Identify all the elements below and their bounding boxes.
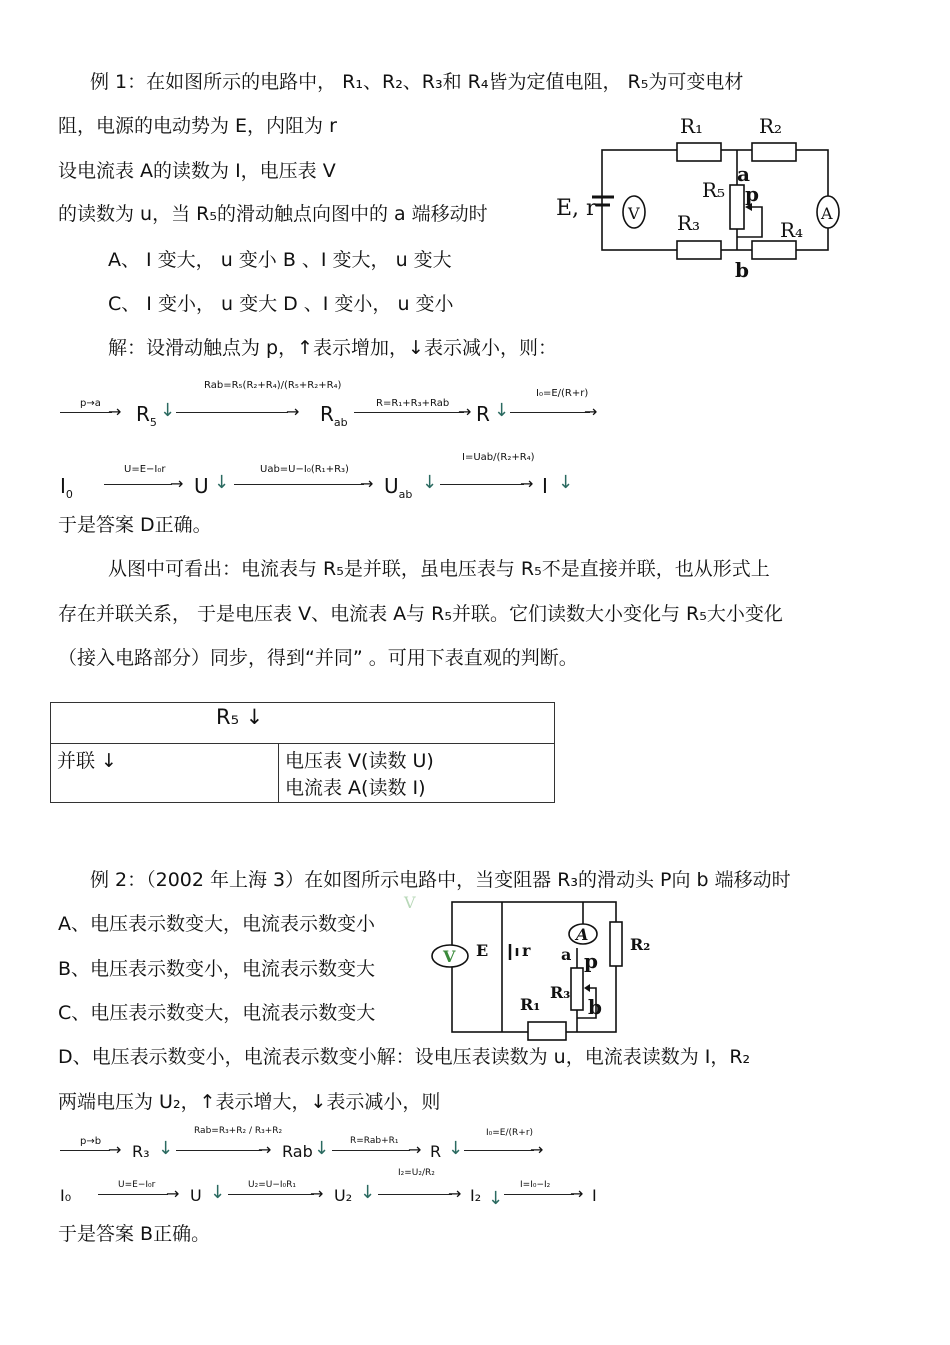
down-arrow: ↓ — [210, 1182, 226, 1203]
table-right-line2: 电流表 A(读数 I) — [285, 777, 426, 799]
c1-voltmeter-label: V — [628, 204, 640, 223]
ex1-line4: 的读数为 u，当 R₅的滑动触点向图中的 a 端移动时 — [58, 203, 488, 225]
table-right-line1: 电压表 V(读数 U) — [285, 750, 434, 772]
chain1-uab: $U_{ab}$ — [384, 474, 413, 501]
chain2-label-b: Rab=R₃+R₂ / R₃+R₂ — [194, 1126, 283, 1136]
down-arrow: ↓ — [494, 400, 510, 421]
chain2-label-g: I₂=U₂/R₂ — [398, 1168, 435, 1178]
c2-pp-label: p — [584, 949, 598, 973]
c1-ammeter-label: A — [821, 204, 833, 223]
ex2-line2: 两端电压为 U₂，↑表示增大，↓表示减小，则 — [58, 1091, 441, 1113]
chain2-r3: R₃ — [132, 1142, 150, 1161]
c1-pp-label: p — [745, 182, 759, 206]
derivation-chain-2b: I₀ U=E−I₀r → U ↓ U₂=U−I₀R₁ → U₂ ↓ I₂=U₂/R₂ → I₂ ↓ I=I₀−I₂ → I — [60, 1168, 597, 1209]
table-header: R₅ ↓ — [51, 703, 555, 744]
c2-r1-label: R₁ — [520, 995, 541, 1014]
ex2-option-a: A、电压表示数变大，电流表示数变小 — [58, 913, 375, 935]
c2-voltmeter-label: V — [443, 947, 456, 966]
c2-e-label: E — [476, 941, 489, 960]
chain2-i0: I₀ — [60, 1186, 72, 1205]
down-arrow: ↓ — [422, 472, 438, 493]
chain1-i0: $I_0$ — [60, 474, 73, 501]
chain1-label-d: I₀=E/(R+r) — [536, 388, 589, 399]
chain2-i2: I₂ — [470, 1186, 482, 1205]
circuit-diagram-2 — [404, 888, 668, 1038]
down-arrow: ↓ — [488, 1188, 504, 1209]
chain1-u: U — [194, 474, 209, 498]
ex1-options-ab: A、 I 变大， u 变小 B 、I 变大， u 变大 — [108, 249, 452, 271]
table-right-cell — [279, 744, 555, 803]
chain1-label-g: I=Uab/(R₂+R₄) — [462, 452, 535, 463]
circuit-diagram-1 — [552, 105, 852, 285]
c2-r-label: r — [522, 941, 531, 960]
chain2-i: I — [592, 1186, 597, 1205]
judgement-table — [50, 702, 555, 803]
ex2-conclusion: 于是答案 B正确。 — [58, 1223, 211, 1245]
down-arrow: ↓ — [214, 472, 230, 493]
ex2-line1: 例 2：（2002 年上海 3）在如图所示电路中，当变阻器 R₃的滑动头 P向 b 端移动时 — [90, 869, 791, 891]
c2-pb-label: b — [588, 995, 602, 1019]
down-arrow: ↓ — [558, 472, 574, 493]
down-arrow: ↓ — [160, 400, 176, 421]
derivation-chain-2a: p→b → R₃ ↓ Rab=R₃+R₂ / R₃+R₂ → Rab ↓ R=Rab+R₁ → R ↓ I₀=E/(R+r) → — [58, 1120, 938, 1180]
chain2-label-d: I₀=E/(R+r) — [486, 1128, 534, 1138]
chain1-label-b: Rab=R₅(R₂+R₄)/(R₅+R₂+R₄) — [204, 380, 342, 391]
c1-pb-label: b — [735, 258, 749, 282]
down-arrow: ↓ — [360, 1182, 376, 1203]
c2-r2-label: R₂ — [630, 935, 651, 954]
chain2-r: R — [430, 1142, 442, 1161]
c2-r3-label: R₃ — [550, 983, 571, 1002]
chain1-rab: $R_{ab}$ — [320, 402, 348, 429]
ex1-solution: 解：设滑动触点为 p，↑表示增加，↓表示减小，则： — [108, 337, 557, 359]
table-left-cell: 并联 ↓ — [51, 744, 279, 803]
down-arrow: ↓ — [448, 1138, 464, 1159]
c1-er-label: E, r — [556, 196, 597, 221]
derivation-chain-1a: p→a → $R_5$ ↓ Rab=R₅(R₂+R₄)/(R₅+R₂+R₄) → $R_{ab}$ R=R₁+R₃+Rab → R ↓ I₀=E/(R+r) → — [58, 380, 938, 440]
chain2-label-h: I=I₀−I₂ — [520, 1180, 551, 1190]
ex1-line2: 阻，电源的电动势为 E，内阻为 r — [58, 115, 337, 137]
c1-r4-label: R₄ — [780, 218, 804, 242]
down-arrow: ↓ — [314, 1138, 330, 1159]
c1-pa-label: a — [737, 162, 750, 186]
chain1-r5: $R_5$ — [136, 402, 157, 429]
ex2-option-d: D、电压表示数变小，电流表示数变小解：设电压表读数为 u，电流表读数为 I，R₂ — [58, 1046, 751, 1068]
ex1-conclusion: 于是答案 D正确。 — [58, 514, 212, 536]
ex1-para3: （接入电路部分）同步，得到“并同” 。可用下表直观的判断。 — [58, 647, 578, 669]
chain1-i: I — [542, 474, 548, 498]
chain1-label-a: p→a — [80, 398, 101, 409]
chain1-label-e: U=E−I₀r — [124, 464, 166, 475]
ex2-option-c: C、电压表示数变大，电流表示数变大 — [58, 1002, 376, 1024]
chain2-label-f: U₂=U−I₀R₁ — [248, 1180, 296, 1190]
ex1-options-cd: C、 I 变小， u 变大 D 、I 变小， u 变小 — [108, 293, 454, 315]
ex1-para2: 存在并联关系， 于是电压表 V、电流表 A与 R₅并联。它们读数大小变化与 R₅大小变化 — [58, 603, 783, 625]
down-arrow: ↓ — [158, 1138, 174, 1159]
c1-r1-label: R₁ — [680, 114, 704, 138]
ex1-line3: 设电流表 A的读数为 I，电压表 V — [58, 160, 336, 182]
chain2-label-a: p→b — [80, 1136, 102, 1147]
chain2-u: U — [190, 1186, 202, 1205]
c2-ammeter-label: A — [576, 925, 589, 944]
c1-r5-label: R₅ — [702, 178, 726, 202]
derivation-chain-1b: $I_0$ U=E−I₀r → U ↓ Uab=U−I₀(R₁+R₃) → $U_{ab}$ ↓ I=Uab/(R₂+R₄) → I ↓ — [60, 452, 574, 501]
chain2-label-e: U=E−I₀r — [118, 1180, 156, 1190]
chain2-label-c: R=Rab+R₁ — [350, 1136, 399, 1146]
c2-faint-mark: V — [404, 893, 416, 912]
ex1-para1: 从图中可看出：电流表与 R₅是并联，虽电压表与 R₅不是直接并联，也从形式上 — [108, 558, 770, 580]
ex2-option-b: B、电压表示数变小，电流表示数变大 — [58, 958, 376, 980]
c1-r2-label: R₂ — [759, 114, 783, 138]
chain1-r: R — [476, 402, 490, 426]
c1-r3-label: R₃ — [677, 211, 701, 235]
chain2-u2: U₂ — [334, 1186, 353, 1205]
ex1-line1: 例 1：在如图所示的电路中， R₁、R₂、R₃和 R₄皆为定值电阻， R₅为可变电材 — [90, 71, 744, 93]
chain1-label-f: Uab=U−I₀(R₁+R₃) — [260, 464, 349, 475]
chain1-label-c: R=R₁+R₃+Rab — [376, 398, 450, 409]
chain2-rab: Rab — [282, 1142, 313, 1161]
c2-pa-label: a — [561, 945, 572, 964]
